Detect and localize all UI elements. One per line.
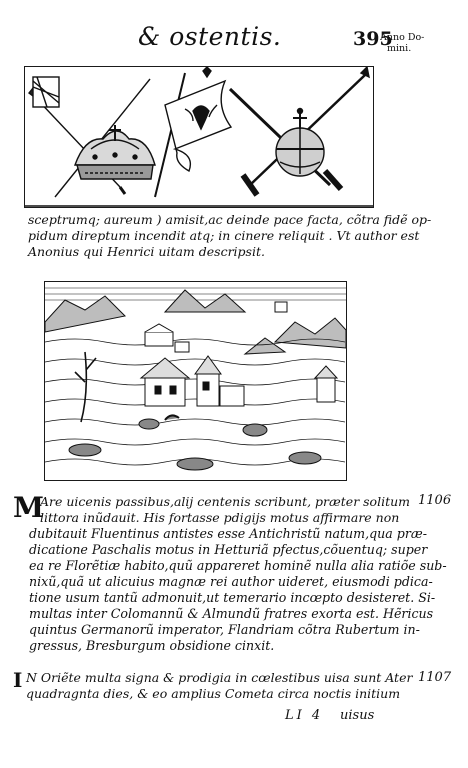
dropcap-letter-i: I (13, 668, 23, 692)
passage-one-line-1: sceptrumq; aureum ) amisit,ac deinde pace facta, cõtra fidẽ op- (28, 212, 432, 227)
passage-two-line-9: quintus Germanorũ imperator, Flandriam cõtra Rubertum in- (29, 622, 420, 637)
flood-woodcut (44, 281, 347, 481)
passage-two-line-10: gressus, Bresburgum obsidione cinxit. (29, 638, 275, 653)
signature-mark: LI 4 (285, 708, 324, 723)
passage-two-line-2: littora inũdauit. His fortasse pdigijs motus affirmare non (40, 510, 400, 525)
passage-two-line-5: ea re Florẽtiæ habito,quũ appareret hominẽ nulla alia ratiõe sub- (29, 558, 447, 573)
passage-three-line-2: quadragnta dies, & eo amplius Cometa circa noctis initium (26, 686, 401, 701)
sky-hatching (45, 288, 346, 300)
regalia-woodcut (24, 66, 374, 208)
passage-two-line-4: dicatione Paschalis motus in Hetturiã pfectus,cõuentuq; super (29, 542, 428, 557)
margin-year-1106: 1106 (418, 493, 452, 508)
passage-one-line-3: Anonius qui Henrici uitam descripsit. (28, 244, 265, 259)
regalia-illustration (25, 67, 373, 207)
passage-two-line-6: nixũ,quã ut alicuius magnæ rei author uideret, eiusmodi pdica- (29, 574, 433, 589)
mountain-icon (45, 290, 346, 354)
right-building-icon (315, 366, 337, 402)
dropcap-letter: M (13, 491, 44, 524)
passage-two-line-8: multas inter Colomannũ & Almundũ fratres exorta est. Hẽricus (29, 606, 434, 621)
passage-three-line-1: N Oriẽte multa signa & prodigia in cœlestibus uisa sunt Ater (26, 670, 413, 685)
margin-year-1107: 1107 (418, 670, 452, 685)
page-number: 395 (353, 28, 393, 50)
marginal-anno-label-cont: mini. (387, 43, 412, 54)
catchword: uisus (340, 708, 375, 723)
crown-icon (75, 125, 155, 179)
flood-illustration (45, 282, 346, 480)
running-title: & ostentis. (138, 22, 282, 51)
passage-two-line-7: tione usum tantũ admonuit,ut temerario incœpto desisteret. Si- (29, 590, 436, 605)
tree-icon (75, 352, 96, 422)
passage-two-line-1: Are uicenis passibus,alij centenis scribunt, præter solitum (40, 494, 411, 509)
passage-two-line-3: dubitauit Fluentinus antistes esse Antichristũ natum,qua præ- (29, 526, 427, 541)
eagle-banner-icon (155, 67, 231, 197)
marginal-anno-label: Anno Do- (380, 32, 425, 43)
passage-one-line-2: pidum direptum incendit atq; in cinere reliquit . Vt author est (28, 228, 420, 243)
orb-icon (276, 109, 324, 177)
